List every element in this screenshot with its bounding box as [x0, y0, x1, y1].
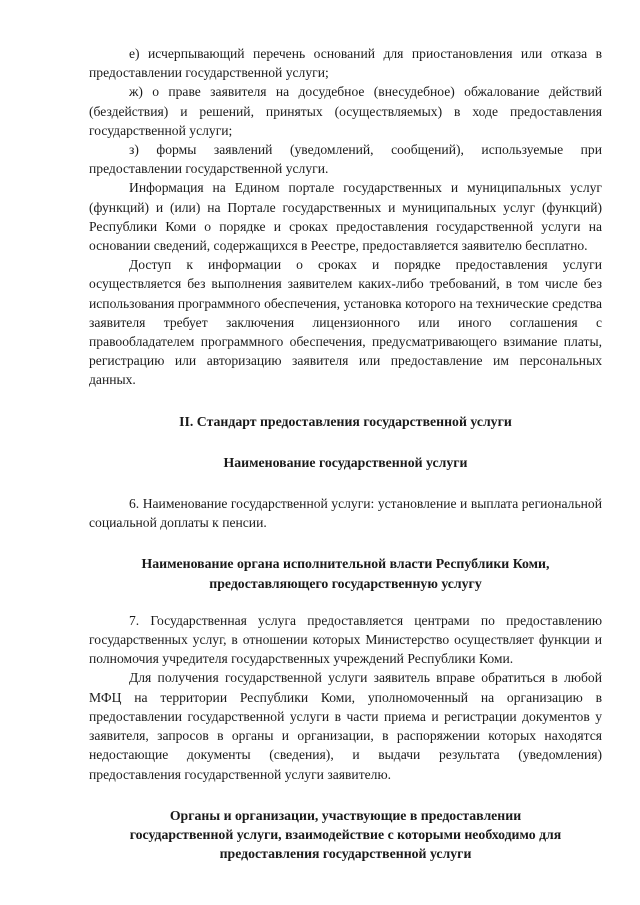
paragraph-portal-info: Информация на Едином портале государственных и муниципальных услуг (функций) и (или) на Портале государственных и муниципальных услуг (функций) Республики Коми о порядке и сроках предоставления государственной услуги на основании сведений, содержащихся в Реестре, предоставляется заявителю бесплатно. [89, 180, 602, 254]
spacer [89, 532, 602, 554]
paragraph-z: з) формы заявлений (уведомлений, сообщений), используемые при предоставлении государственной услуги. [89, 142, 602, 177]
paragraph-e: е) исчерпывающий перечень оснований для приостановления или отказа в предоставлении государственной услуги; [89, 46, 602, 81]
paragraph-6: 6. Наименование государственной услуги: установление и выплата региональной социальной доплаты к пенсии. [89, 496, 602, 531]
subheading-orgs-line3: предоставления государственной услуги [219, 846, 472, 862]
spacer [89, 390, 602, 412]
subheading-authority [89, 554, 602, 592]
spacer [89, 593, 602, 611]
subheading-organizations [89, 806, 602, 864]
spacer [89, 472, 602, 494]
subheading-authority-line1: Наименование органа исполнительной власти Республики Коми, [141, 556, 550, 572]
section-heading: II. Стандарт предоставления государственной услуги [179, 413, 512, 429]
spacer [89, 431, 602, 453]
paragraph-access: Доступ к информации о сроках и порядке предоставления услуги осуществляется без выполнения заявителем каких-либо требований, в том числе без использования программного обеспечения, установка которого на технические средства заявителя требует заключения лицензионного или иного соглашения с правообладателем программного обеспечения, предусматривающего взимание платы, регистрацию или авторизацию заявителя или предоставление им персональных данных. [89, 257, 602, 388]
spacer [89, 784, 602, 806]
paragraph-7: 7. Государственная услуга предоставляется центрами по предоставлению государственных услуг, в отношении которых Министерство осуществляет функции и полномочия учредителя государственных учреждений Республики Коми. [89, 612, 602, 667]
subheading-orgs-line1: Органы и организации, участвующие в предоставлении [169, 807, 522, 823]
subheading-service-name: Наименование государственной услуги [223, 454, 468, 470]
subheading-authority-line2: предоставляющего государственную услугу [209, 575, 482, 591]
paragraph-mfc: Для получения государственной услуги заявитель вправе обратиться в любой МФЦ на территории Республики Коми, уполномоченный на организацию в предоставлении государственной услуги в части приема и регистрации документов у заявителя, запросов в органы и организации, в распоряжении которых находятся недостающие документы (сведения), и выдачи результата (уведомления) предоставления государственной услуги заявителю. [89, 670, 602, 782]
subheading-orgs-line2: государственной услуги, взаимодействие с которыми необходимо для [129, 826, 562, 842]
paragraph-zh: ж) о праве заявителя на досудебное (внесудебное) обжалование действий (бездействия) и решений, принятых (осуществляемых) в ходе предоставления государственной услуги; [89, 84, 602, 138]
